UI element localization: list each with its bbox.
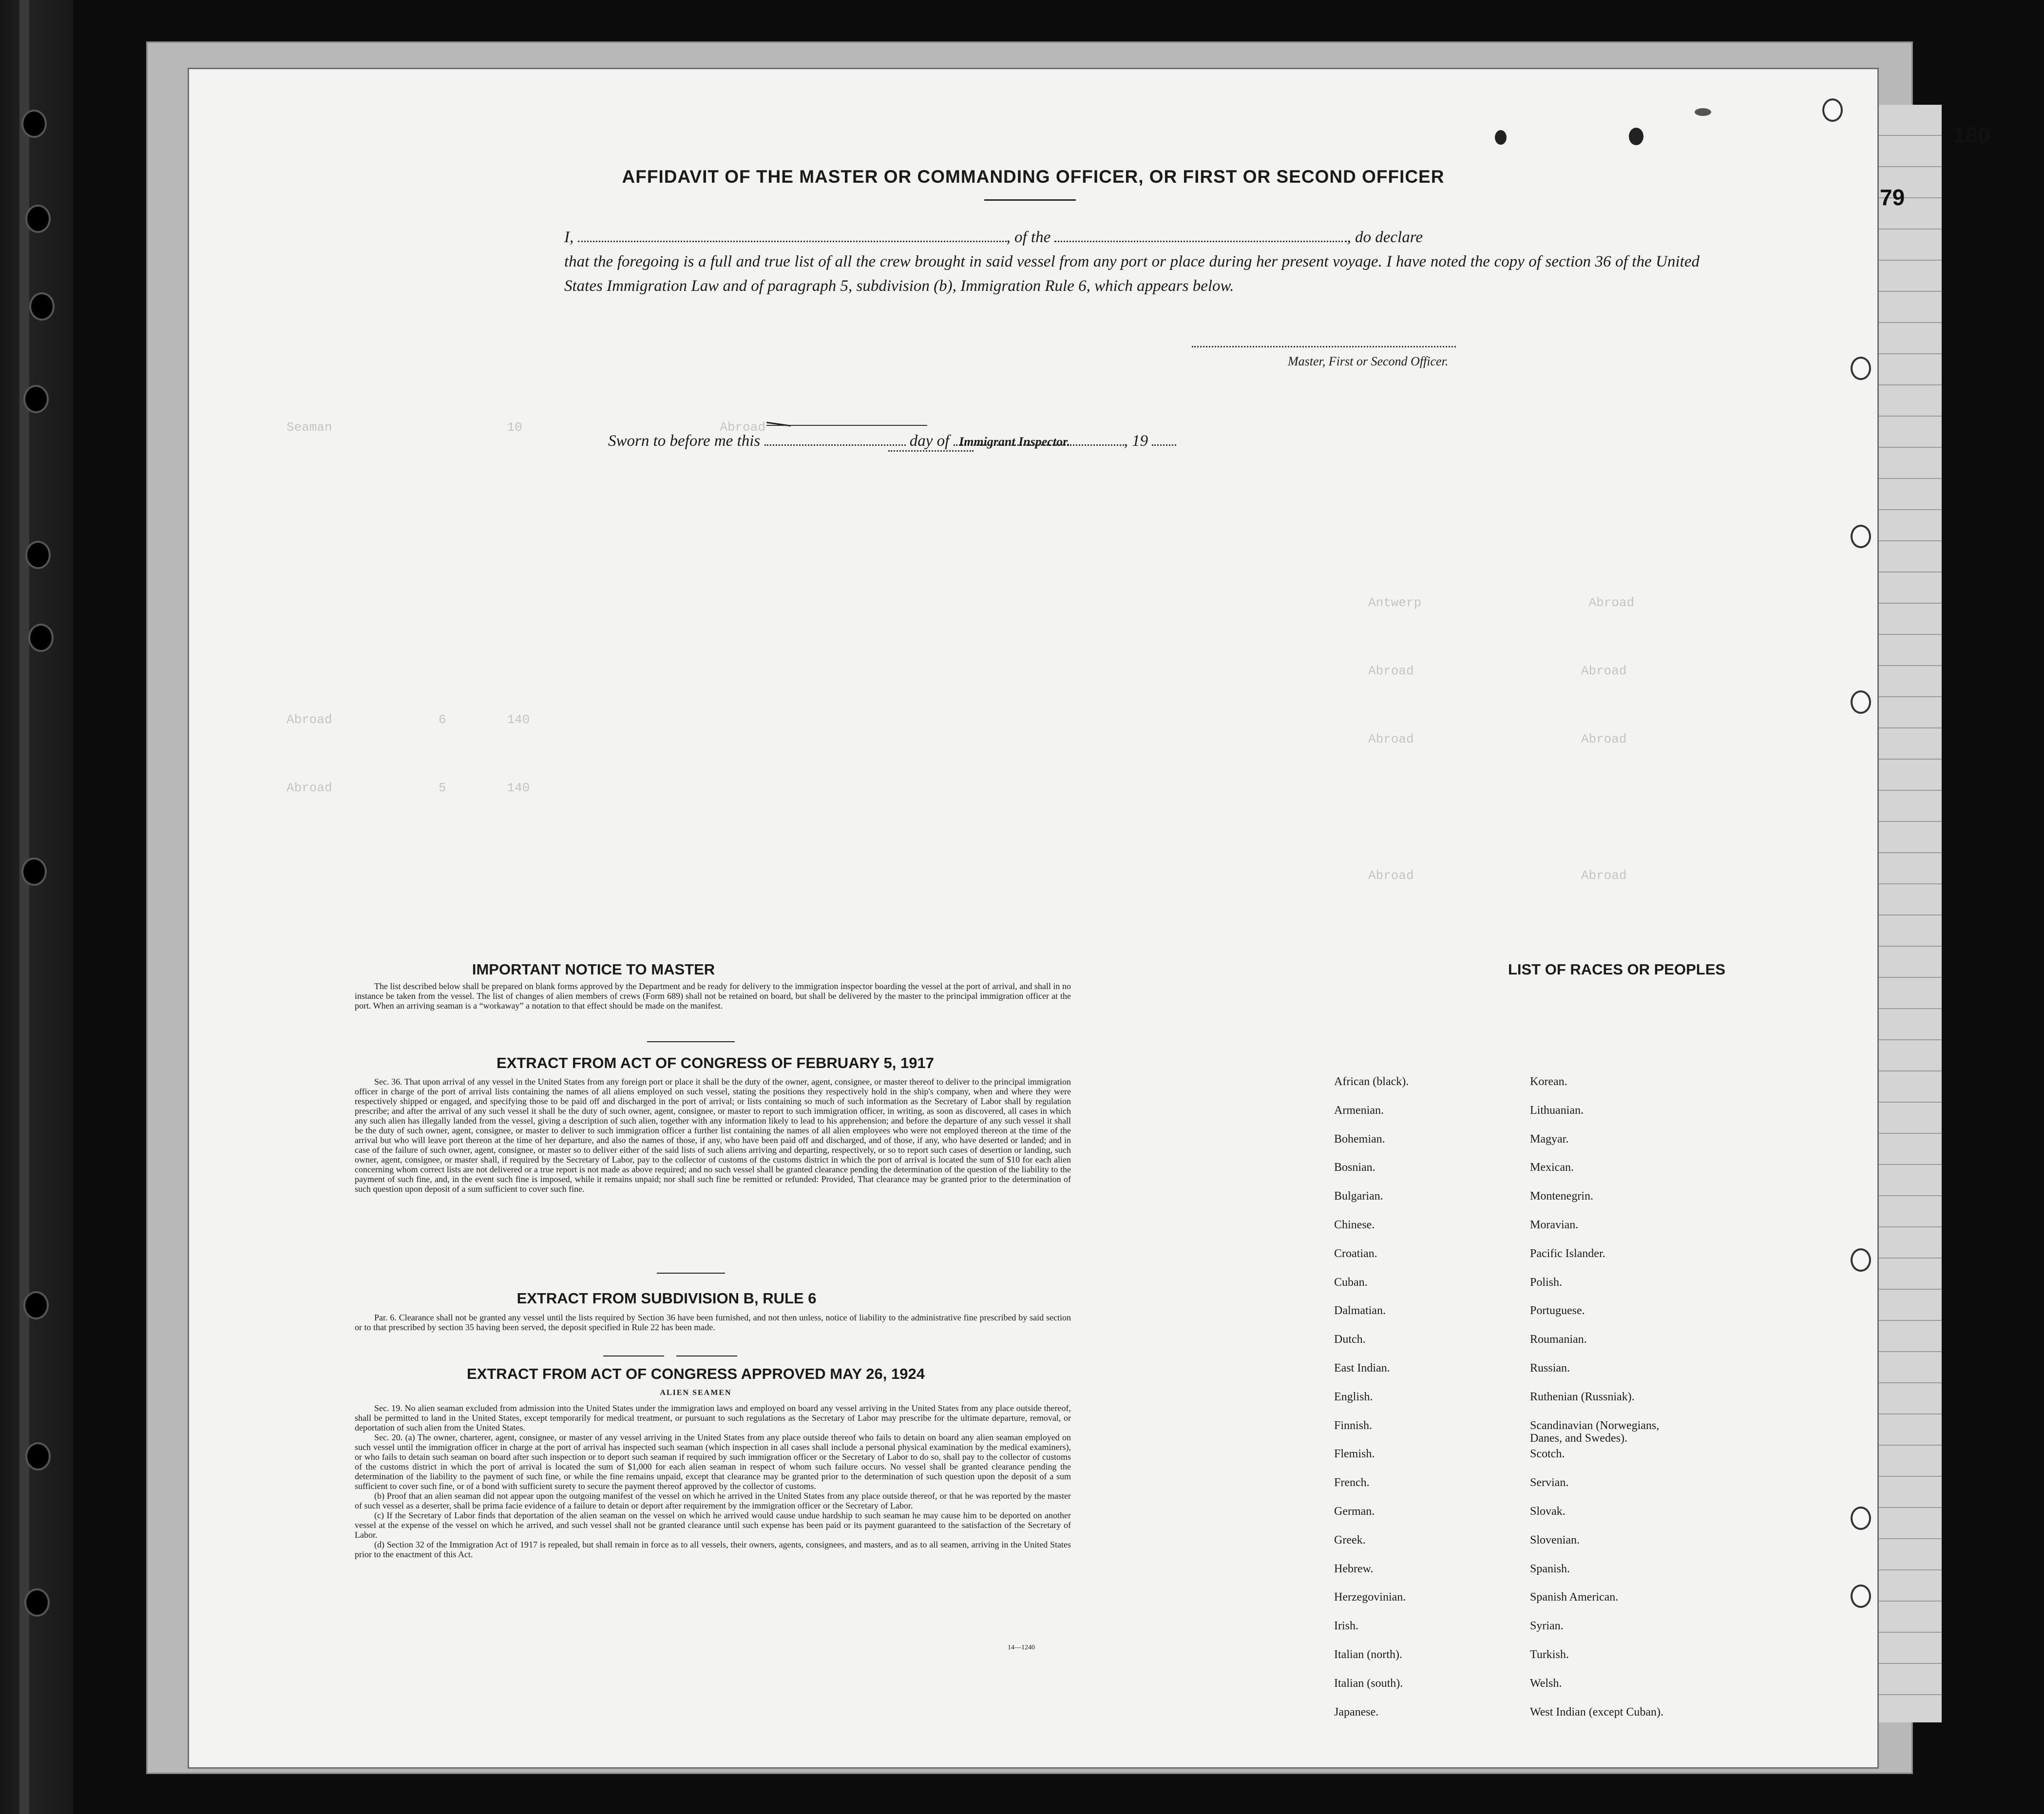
affidavit-i-label: I, <box>564 229 574 246</box>
race-item: French. <box>1334 1476 1370 1489</box>
race-item: Pacific Islander. <box>1530 1247 1605 1260</box>
affidavit-statement <box>564 225 1700 298</box>
sheet-hole <box>1851 357 1871 380</box>
punch-hole <box>28 624 54 652</box>
race-item: Slovenian. <box>1530 1533 1580 1547</box>
race-item: Slovak. <box>1530 1505 1566 1518</box>
race-item: Japanese. <box>1334 1705 1379 1719</box>
bleed-through-text: Abroad Abroad <box>1368 664 1627 678</box>
race-item: Spanish American. <box>1530 1591 1619 1604</box>
bleed-through-text: Abroad Abroad <box>1368 868 1627 883</box>
ink-speck <box>1629 128 1643 145</box>
punch-hole <box>25 205 51 233</box>
race-item: Russian. <box>1530 1361 1570 1375</box>
inspector-caption: Immigrant Inspector. <box>959 435 1070 449</box>
notice-divider <box>647 1041 735 1042</box>
race-item: Lithuanian. <box>1530 1104 1584 1117</box>
punch-hole <box>23 1291 49 1319</box>
title-underline <box>984 199 1076 201</box>
races-right-column <box>1530 1075 1691 1734</box>
extract-rule6-title: EXTRACT FROM SUBDIVISION B, RULE 6 <box>516 1290 817 1307</box>
year-label: , 19 <box>1124 432 1148 450</box>
notice-title: IMPORTANT NOTICE TO MASTER <box>472 961 715 978</box>
affidavit-title: AFFIDAVIT OF THE MASTER OR COMMANDING OFFICER, OR FIRST OR SECOND OFFICER <box>622 167 1445 187</box>
race-item: German. <box>1334 1505 1375 1518</box>
race-item: Bosnian. <box>1334 1161 1375 1174</box>
notice-paragraph: The list described below shall be prepared on blank forms approved by the Department and be ready for delivery to the immigration inspector boarding the vessel at the port of arrival, and shall in no instance be taken from the vessel. The list of changes of alien members of crews (Form 689) shall not be retained on board, but shall be delivered by the master to the principal immigration officer at the port. When an arriving seaman is a “workaway” a notation to that effect should be made on the manifest. <box>355 981 1071 1011</box>
race-item: Portuguese. <box>1530 1304 1585 1318</box>
sworn-label: Sworn to before me this <box>608 432 761 450</box>
name-blank <box>578 236 1007 242</box>
extract-1917-body <box>355 1077 1071 1194</box>
master-caption: Master, First or Second Officer. <box>1288 354 1449 368</box>
punch-hole <box>25 1442 51 1470</box>
race-item: Dutch. <box>1334 1333 1366 1346</box>
sworn-line <box>608 432 1176 450</box>
race-item: Ruthenian (Russniak). <box>1530 1390 1635 1403</box>
sheet-hole <box>1822 98 1843 122</box>
sheet-hole <box>1851 1248 1871 1272</box>
sec-19-paragraph: Sec. 19. No alien seaman excluded from admission into the United States under the immigration laws and employed on board any vessel arriving in the United States from any place outside thereof, shall be permitted to land in the United States, except temporarily for medical treatment, or pursuant to such regulations as the Secretary of Labor may prescribe for the ultimate departure, removal, or deportation of such alien from the United States. <box>355 1403 1071 1432</box>
sworn-year-blank <box>1152 439 1176 446</box>
race-item: East Indian. <box>1334 1361 1390 1375</box>
extract-rule6-body <box>355 1313 1071 1332</box>
alien-seamen-subtitle: ALIEN SEAMEN <box>660 1389 732 1397</box>
punch-hole <box>23 385 49 413</box>
document-page <box>189 69 1877 1767</box>
race-item: Korean. <box>1530 1075 1567 1088</box>
race-item: Chinese. <box>1334 1218 1375 1231</box>
sheet-hole <box>1851 1585 1871 1608</box>
punch-hole <box>25 541 51 569</box>
race-item: Montenegrin. <box>1530 1190 1593 1203</box>
races-left-column <box>1334 1075 1409 1734</box>
day-of-label: day of <box>909 432 950 450</box>
punch-hole <box>24 1588 50 1617</box>
race-item: Syrian. <box>1530 1620 1564 1633</box>
race-item: Irish. <box>1334 1620 1358 1633</box>
race-item: Moravian. <box>1530 1218 1579 1231</box>
race-item: Finnish. <box>1334 1419 1373 1432</box>
right-page-number: 79 <box>1880 185 1905 210</box>
sec-20c-paragraph: (c) If the Secretary of Labor finds that deportation of the alien seaman on the vessel on which he arrived would cause undue hardship to such seaman he may cause him to be deported on another vessel at the expense of the vessel on which he arrived, and such vessel shall not be granted clearance until such expense has been paid or its payment guaranteed to the satisfaction of the Secretary of Labor. <box>355 1510 1071 1540</box>
sheet-hole <box>1851 525 1871 548</box>
back-page-number: 180 <box>1953 122 1990 148</box>
affidavit-paragraph: that the foregoing is a full and true list of all the crew brought in said vessel from any port or place during her present voyage. I have noted the copy of section 36 of the United States Immigration Law and of paragraph 5, subdivision (b), Immigration Rule 6, which appears below. <box>564 253 1700 295</box>
race-item: Scandinavian (Norwegians, Danes, and Swedes). <box>1530 1419 1660 1445</box>
binder-strip <box>0 0 73 1814</box>
extract-1917-title: EXTRACT FROM ACT OF CONGRESS OF FEBRUARY 5, 1917 <box>497 1054 934 1071</box>
punch-hole <box>21 110 47 138</box>
inspector-signature-line <box>766 425 927 426</box>
race-item: West Indian (except Cuban). <box>1530 1705 1663 1719</box>
race-item: Bohemian. <box>1334 1132 1385 1146</box>
sheet-hole <box>1851 1507 1871 1530</box>
sheet-hole <box>1851 690 1871 714</box>
races-title: LIST OF RACES OR PEOPLES <box>1508 961 1726 978</box>
extract-1917-divider <box>657 1273 725 1274</box>
bleed-through-text: Abroad 5 140 <box>287 781 530 795</box>
of-the-label: , of the <box>1006 229 1051 246</box>
sworn-day-blank <box>764 439 906 446</box>
race-item: Scotch. <box>1530 1448 1565 1461</box>
vessel-blank <box>1054 236 1347 242</box>
extract-1924-title: EXTRACT FROM ACT OF CONGRESS APPROVED MAY 26, 1924 <box>467 1365 925 1382</box>
race-item: Magyar. <box>1530 1132 1569 1146</box>
extract-1924-body <box>355 1403 1071 1559</box>
race-item: Flemish. <box>1334 1448 1375 1461</box>
race-item: Polish. <box>1530 1276 1563 1289</box>
notice-body <box>355 981 1071 1011</box>
race-item: English. <box>1334 1390 1373 1403</box>
race-item: African (black). <box>1334 1075 1409 1088</box>
form-code: 14—1240 <box>1008 1644 1035 1651</box>
inspector-dotted-line <box>888 450 974 452</box>
do-declare-label: , do declare <box>1347 229 1423 246</box>
race-item: Spanish. <box>1530 1562 1570 1575</box>
race-item: Mexican. <box>1530 1161 1574 1174</box>
race-item: Armenian. <box>1334 1104 1384 1117</box>
bleed-through-text: Abroad 6 140 <box>287 712 530 727</box>
punch-hole <box>21 858 47 886</box>
bleed-through-text: Abroad Abroad <box>1368 732 1627 746</box>
race-item: Herzegovinian. <box>1334 1591 1406 1604</box>
race-item: Italian (south). <box>1334 1677 1403 1690</box>
race-item: Italian (north). <box>1334 1648 1402 1661</box>
binder-edge <box>19 0 29 1814</box>
sec-20b-paragraph: (b) Proof that an alien seaman did not appear upon the outgoing manifest of the vessel on which he arrived in the United States from any place outside thereof, or that he was reported by the master of such vessel as a deserter, shall be prima facie evidence of a failure to detain or deport after requirement by the immigration officer or the Secretary of Labor. <box>355 1491 1071 1510</box>
race-item: Turkish. <box>1530 1648 1569 1661</box>
race-item: Roumanian. <box>1530 1333 1587 1346</box>
race-item: Croatian. <box>1334 1247 1377 1260</box>
adjacent-ruled-sheet <box>1869 105 1942 1722</box>
ink-speck <box>1495 130 1507 145</box>
race-item: Bulgarian. <box>1334 1190 1383 1203</box>
race-item: Hebrew. <box>1334 1562 1374 1575</box>
master-signature-line <box>1192 346 1456 347</box>
race-item: Greek. <box>1334 1533 1366 1547</box>
punch-hole <box>29 292 55 321</box>
sec-20d-paragraph: (d) Section 32 of the Immigration Act of 1917 is repealed, but shall remain in force as to all vessels, their owners, agents, consignees, and masters, and as to all seamen, arriving in the United States prior to the enactment of this Act. <box>355 1540 1071 1559</box>
bleed-through-text: Antwerp Abroad <box>1368 595 1635 610</box>
par-6-paragraph: Par. 6. Clearance shall not be granted any vessel until the lists required by Section 36 have been furnished, and not then unless, notice of liability to the administrative fine prescribed by said section or to that prescribed by section 35 having been served, the deposit specified in Rule 22 has been made. <box>355 1313 1071 1332</box>
ink-speck <box>1695 108 1711 116</box>
race-item: Cuban. <box>1334 1276 1368 1289</box>
sec-20a-paragraph: Sec. 20. (a) The owner, charterer, agent, consignee, or master of any vessel arriving in the United States from any place outside thereof who fails to detain on board any alien seaman employed on such vessel until the immigration officer in charge at the port of arrival has inspected such seaman (which inspection in all cases shall include a personal physical examination by the medical examiners), or who fails to detain such seaman on board after such inspection or to deport such seaman if required by such immigration officer or the Secretary of Labor to do so, shall pay to the collector of customs of the customs district in which the port of arrival is located the sum of $1,000 for each alien seaman in respect of whom such failure occurs. No vessel shall be granted clearance pending the determination of the liability to the payment of such fine, or while the fine remains unpaid, except that clearance may be granted prior to the determination of such question upon the deposit of a sum sufficient to cover such fine, or of a bond with sufficient surety to secure the payment thereof approved by the collector of customs. <box>355 1432 1071 1491</box>
bleed-through-text: Seaman 10 Abroad <box>287 420 765 435</box>
race-item: Welsh. <box>1530 1677 1562 1690</box>
sec-36-paragraph: Sec. 36. That upon arrival of any vessel in the United States from any foreign port or place it shall be the duty of the owner, agent, consignee, or master thereof to deliver to the principal immigration officer in charge of the port of arrival lists containing the names of all aliens employed on such vessel, stating the positions they respectively hold in the ship's company, when and where they were respectively shipped or engaged, and specifying those to be paid off and discharged in the port of arrival; or lists containing so much of such information as the Secretary of Labor shall by regulation prescribe; and after the arrival of any such vessel it shall be the duty of such owner, agent, consignee, or master to report to such immigration officer, in writing, as soon as discovered, all cases in which any such alien has illegally landed from the vessel, giving a description of such alien, together with any information likely to lead to his apprehension; and before the departure of any such vessel it shall be the duty of such owner, agent, consignee, or master to deliver to such immigration officer a further list containing the names of all alien employees who were not employed thereon at the time of the arrival but who will leave port thereon at the time of her departure, and also the names of those, if any, who have been paid off and discharged, and of those, if any, who have deserted or landed; and in case of the failure of such owner, agent, consignee, or master so to deliver either of the said lists of such aliens arriving and departing, respectively, or so to report such cases of desertion or landing, such owner, agent, consignee, or master shall, if required by the Secretary of Labor, pay to the collector of customs of the customs district in which the port of arrival is located the sum of $10 for each alien concerning whom correct lists are not delivered or a true report is not made as above required; and no such vessel shall be granted clearance pending the determination of the question of the liability to the payment of such fine, and, in the event such fine is imposed, while it remains unpaid; nor shall such fine be remitted or refunded: Provided, That clearance may be granted prior to the determination of such question upon deposit of a sum sufficient to cover such fine. <box>355 1077 1071 1194</box>
race-item: Servian. <box>1530 1476 1569 1489</box>
race-item: Dalmatian. <box>1334 1304 1386 1318</box>
